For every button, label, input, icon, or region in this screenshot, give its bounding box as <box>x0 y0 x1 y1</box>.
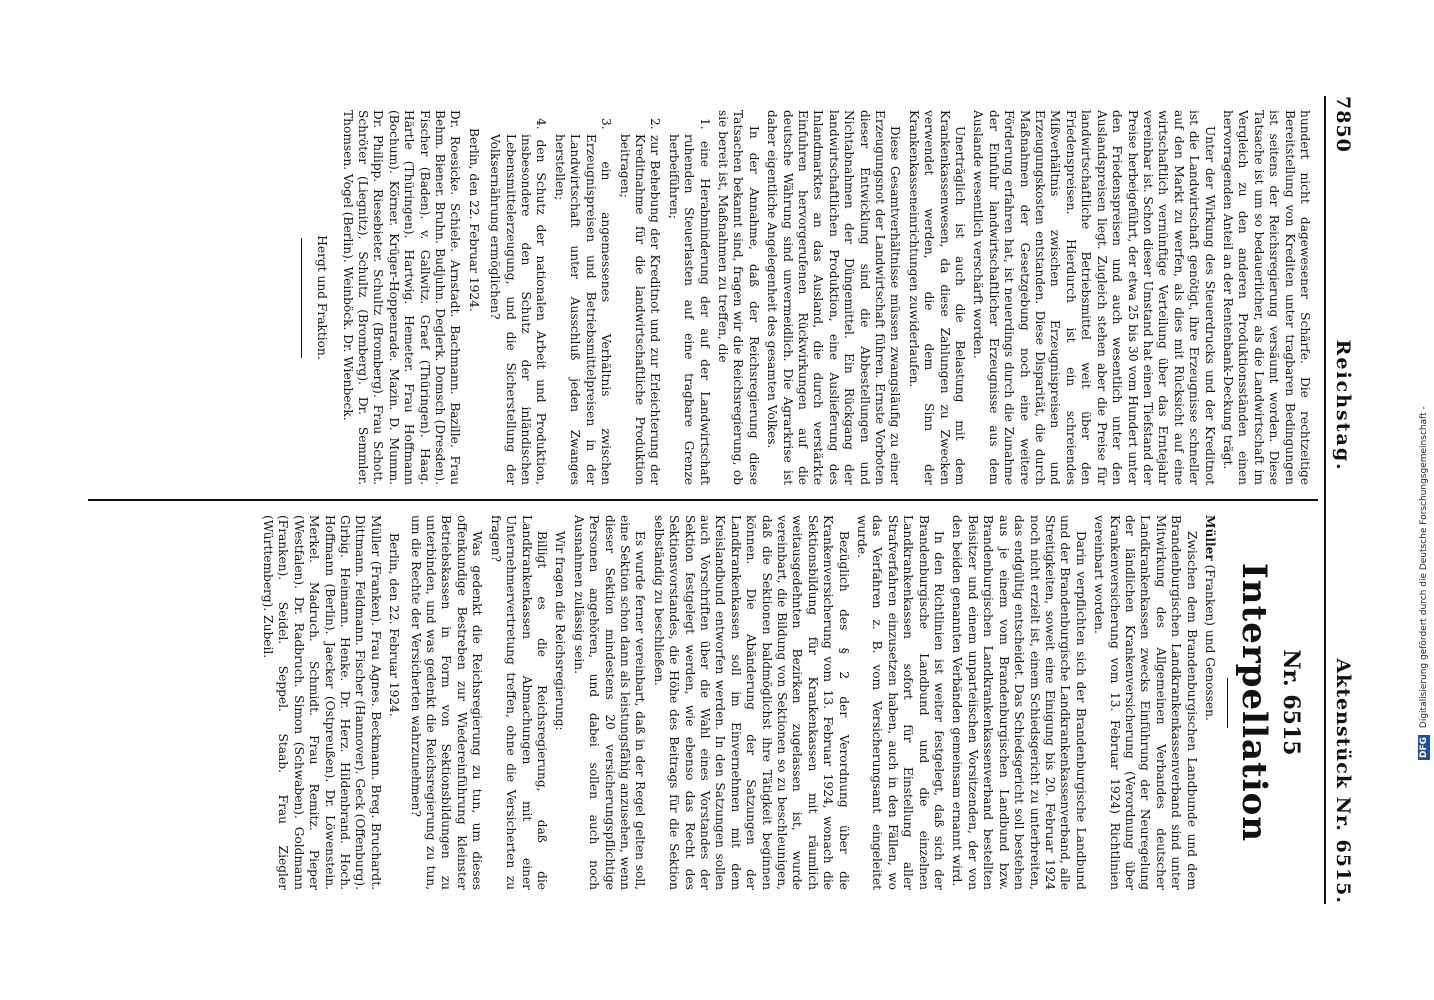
left-date: Berlin, den 22. Februar 1924. <box>466 128 481 312</box>
right-column <box>88 499 1318 904</box>
interpellation-title: Interpellation <box>1234 562 1274 843</box>
demands-list <box>487 110 712 485</box>
page-number: 7850 <box>1332 96 1354 153</box>
right-paragraph-1: Zwischen dem Brandenburgischen Landbunde und dem Brandenburgischen Landkrankenkassenverband sind unter Mitwirkung des Allgemeinen Verbandes deutscher Landkrankenkassen zwecks Einführung der Neuregelung der ländlichen Krankenversicherung (Verordnung über Krankenversicherung vom 13. Februar 1924) Richtlinien vereinbart worden. <box>1092 515 1199 890</box>
left-paragraph-1: hundert nicht dagewesener Schärfe. Die rechtzeitige Bereitstellung von Krediten unter tragbaren Bedingungen ist seitens der Reichsregierung versäumt worden. Diese Tatsache ist um so bedauerlicher, als die Landwirtschaft im Vergleich zu den anderen Produktionsständen einen hervorragenden Anteil an der Rentenbank-Deckung trägt. <box>1220 110 1312 485</box>
document-page <box>52 60 1382 940</box>
document-number: Aktenstück Nr. 6515. <box>1332 658 1354 904</box>
right-paragraph-3: In den Richtlinien ist weiter festgelegt, daß sich der Brandenburgische Landbund und die einzelnen Landkrankenkassen sofort für Einstellung aller Strafverfahren einzusetzen haben, auch in den Fällen, wo das Verfahren z. B. vom Versicherungsamt eingeleitet wurde. <box>855 515 947 890</box>
right-question-1: Billigt es die Reichsregierung, daß die Landkrankenkassen Abmachungen mit einer Unternehmervertretung treffen, ohne die Versicherten zu fragen? <box>488 515 549 890</box>
right-question-2: Was gedenkt die Reichsregierung zu tun, um dieses offenkundige Bestreben zur Wiedereinführung kleinster Betriebskassen in Form von Sektionsbildungen zu unterbinden, und was gedenkt die Reichsregierung zu tun, um die Rechte der Versicherten wahrzunehmen? <box>408 515 485 890</box>
right-signatories: Müller (Franken). Frau Agnes. Beckmann. Breg. Bruchardt. Dittmann. Feldmann. Fischer (Hannover). Geck (Offenburg). Girbig. Heimann. Henke. Dr. Herz. Hildenbrand. Hoch. Hoffmann (Berlin). Jaecker (Ostpreußen). Dr. Löwenstein. Merkel. Madruch. Schmidt. Frau Remitz. Pieper (Westfalen). Dr. Radbruch. Simon (Schwaben). Goldmann (Franken). Seidel. Seppel. Staab. Frau Ziegler (Württemberg). Zubeil. <box>261 515 383 890</box>
header-title: Reichstag. <box>1332 339 1354 472</box>
digitization-text: Digitalisierung gefördert durch die Deutsche Forschungsgemeinschaft - <box>1419 406 1429 729</box>
demand-item-3: 3. ein angemessenes Verhältnis zwischen Erzeugnispreisen und Betriebsmittelpreisen in der Landwirtschaft unter Ausschluß jeden Zwanges herstellen; <box>552 118 614 485</box>
right-paragraph-2: Darin verpflichten sich der Brandenburgische Landbund und der Brandenburgische Landkrankenkassenverband, alle Streitigkeiten, soweit eine Einigung bis 20. Februar 1924 noch nicht erzielt ist, einem Schiedsgericht zu unterbreiten, das endgültig entscheidet. Das Schiedsgericht soll bestehen aus je einem vom Brandenburgischen Landbund bzw. Brandenburgischen Landkrankenkassenverband bestellten Beisitzer und einem unparteiischen Vorsitzenden, der von den beiden genannten Verbänden gemeinsam ernannt wird. <box>950 515 1088 890</box>
digitization-note <box>1418 10 1430 760</box>
left-signatories: Dr. Roesicke. Schiele. Arnstadt. Bachmann. Bazille. Frau Behm. Biener. Bruhn. Budjuhn. Deglerk. Domsch (Dresden). Fischer (Baden). v. Gallwitz. Graef (Thüringen). Haag. Härtle (Thüringen). Hartwig. Hemeter. Frau Hoffmann (Bochum). Körner. Krüger-Hoppenrade. Mazin. D. Mumm. Dr. Philipp. Riesebieter. Schultz (Bromberg). Frau Schott. Schröter (Liegnitz). Schultz (Bromberg). Dr. Semmler. Thomsen. Vogel (Berlin). Weinböck. Dr. Wienbeck. <box>340 110 463 485</box>
author-rest: (Franken) und Genossen. <box>1203 560 1217 721</box>
page-header <box>1324 96 1354 904</box>
interpellation-title-block <box>1227 515 1304 890</box>
right-paragraph-5: Es wurde ferner vereinbart, daß in der Regel gelten soll, eine Sektion schon dann als leistungsfähig anzusehen, wenn dieser Sektion mindestens 20 versicherungspflichtige Personen angehören, und dabei sollen auch noch Ausnahmen zulässig sein. <box>571 515 648 890</box>
left-paragraph-3: Unerträglich ist auch die Belastung mit dem Krankenkassenwesen, da diese Zahlungen zu Zwecken verwendet werden, die dem Sinn der Krankenkasseneinrichtungen zuwiderlaufen. <box>906 110 968 485</box>
dfg-logo-badge: DFG <box>1419 736 1429 758</box>
title-rule <box>1227 678 1228 728</box>
demand-item-2: 2. zur Behebung der Kreditnot und zur Erleichterung der Kreditnahme für die landwirtschaftliche Produktion beitragen; <box>617 118 663 485</box>
demand-item-1: 1. eine Herabminderung der auf der Landwirtschaft ruhenden Steuerlasten auf eine tragbare Grenze herbeiführen; <box>666 118 712 485</box>
author-name: Müller <box>1203 515 1217 561</box>
right-paragraph-4: Bezüglich des § 2 der Verordnung über die Krankenversicherung vom 13. Februar 1924, wonach die Sektionsbildung für Krankenkassen mit räumlich weitausgedehnten Bezirken zugelassen ist, wurde vereinbart, die Bildung von Sektionen so zu beschleunigen, daß die Sektionen baldmöglichst ihre Tätigkeit beginnen können. Die Abänderung der Satzungen der Landkrankenkassen soll im Einvernehmen mit dem Kreislandbund entworfen werden. In den Satzungen sollen auch Vorschriften über die Wahl eines Vorstandes der Sektion festgelegt werden, wie ebenso das Recht des Sektionsvorstandes, die Höhe des Beitrags für die Sektion selbständig zu beschließen. <box>651 515 851 890</box>
page-columns <box>88 96 1318 904</box>
left-paragraph-4: Diese Gesamtverhältnisse müssen zwangsläufig zu einer Erzeugungsnot der Landwirtschaft führen. Ernste Vorboten dieser Entwicklung sind die Abbestellungen und Nichtabnahmen der Düngemittel. Ein Rückgang der landwirtschaftlichen Produktion, eine Auslieferung des Inlandmarktes an das Ausland, die durch verstärkte Einfuhren hervorgerufenen Rückwirkungen auf die deutsche Währung sind unvermeidlich. Die Agrarkrise ist daher eigentliche Angelegenheit des gesamten Volkes. <box>765 110 903 485</box>
end-rule <box>301 238 302 358</box>
right-date: Berlin, den 22. Februar 1924. <box>387 533 402 717</box>
demand-item-4: 4. den Schutz der nationalen Arbeit und Produktion, insbesondere den Schutz der inländischen Lebensmittelerzeugung, und die Sicherstellung der Volksernährung ermöglichen? <box>488 118 549 485</box>
author-line <box>1202 515 1217 890</box>
right-paragraph-6: Wir fragen die Reichsregierung: <box>553 531 568 731</box>
left-paragraph-5: In der Annahme, daß der Reichsregierung diese Tatsachen bekannt sind, fragen wir die Reichsregierung, ob sie bereit ist, Maßnahmen zu treffen, die <box>715 110 761 485</box>
left-paragraph-2: Unter der Wirkung des Steuerdrucks und der Kreditnot ist die Landwirtschaft genötigt, ihre Erzeugnisse schneller auf den Markt zu werfen, als dies mit Rücksicht auf eine wirtschaftlich vernünftige Verteilung über das Erntejahr vereinbar ist. Schon dieser Umstand hat einen Tiefstand der Preise herbeigeführt, der etwa 25 bis 30 vom Hundert unter den Friedenspreisen und auch wesentlich unter den Auslandspreisen liegt. Zugleich stehen aber die Preise für landwirtschaftliche Betriebsmittel weit über den Friedenspreisen. Hierdurch ist ein schreiendes Mißverhältnis zwischen Erzeugnispreisen und Erzeugungskosten entstanden. Diese Disparität, die durch Maßnahmen der Gesetzgebung noch eine weitere Förderung erfahren hat, ist neuerdings durch die Zunahme der Einfuhr landwirtschaftlicher Erzeugnisse aus dem Auslande wesentlich verschärft worden. <box>971 110 1217 485</box>
left-closing: Hergt und Fraktion. <box>315 235 330 360</box>
left-column <box>88 96 1318 499</box>
interpellation-number: Nr. 6515 <box>1278 649 1304 756</box>
